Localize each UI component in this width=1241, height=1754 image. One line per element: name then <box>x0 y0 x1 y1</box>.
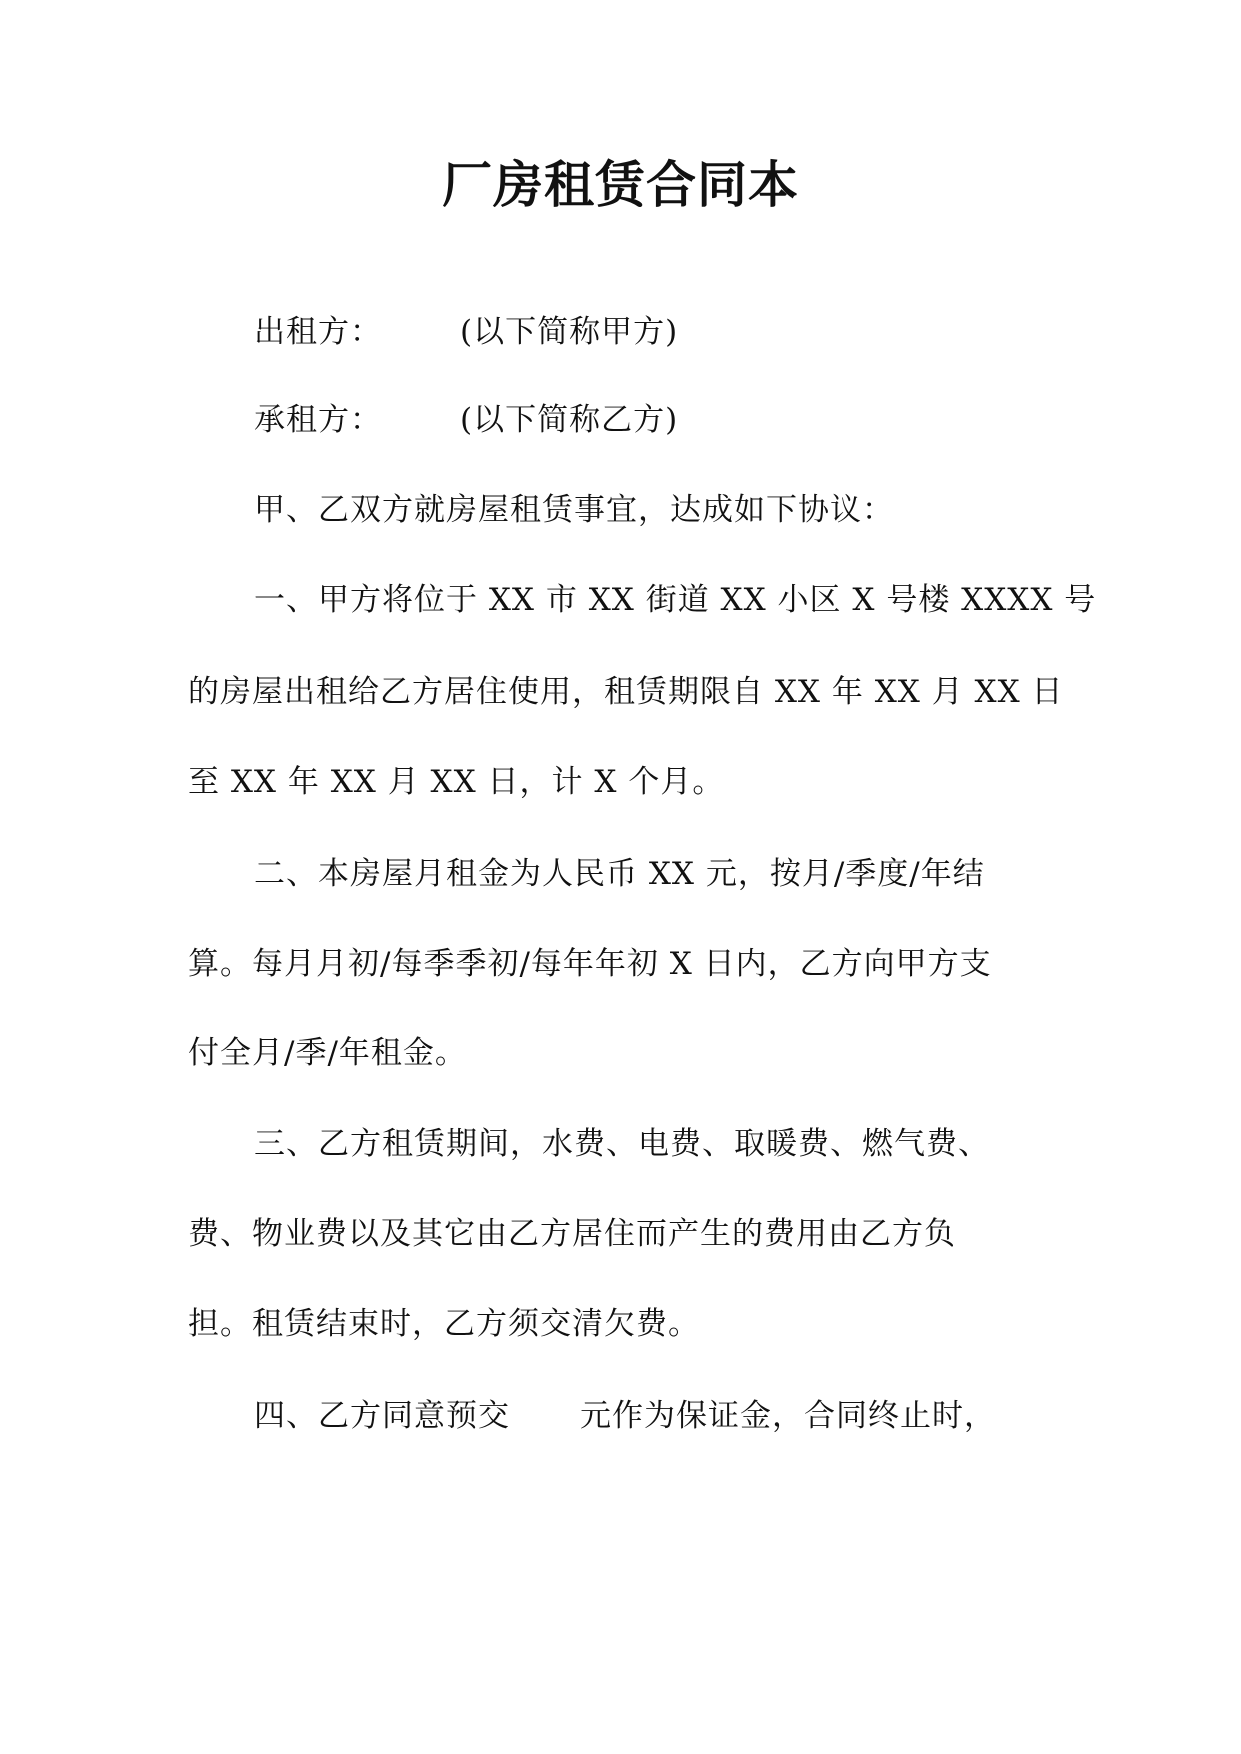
clause-1-line-2: 的房屋出租给乙方居住使用，租赁期限自 XX 年 XX 月 XX 日 <box>188 674 1064 710</box>
clause-4-part-1: 四、乙方同意预交 <box>254 1398 510 1434</box>
intro-paragraph: 甲、乙双方就房屋租赁事宜，达成如下协议： <box>254 492 894 528</box>
clause-3-line-1: 三、乙方租赁期间，水费、电费、取暖费、燃气费、 <box>254 1126 990 1162</box>
clause-1-line-3: 至 XX 年 XX 月 XX 日，计 X 个月。 <box>188 764 725 800</box>
document-title: 厂房租赁合同本 <box>442 155 799 214</box>
clause-4-part-2: 元作为保证金，合同终止时， <box>580 1398 996 1434</box>
clause-3-line-2: 费、物业费以及其它由乙方居住而产生的费用由乙方负 <box>188 1216 956 1252</box>
lessor-line <box>254 302 1068 362</box>
lessee-line <box>254 390 1068 450</box>
clause-3-line-3: 担。租赁结束时，乙方须交清欠费。 <box>188 1306 700 1342</box>
clause-2-line-1: 二、本房屋月租金为人民币 XX 元，按月/季度/年结 <box>254 856 985 892</box>
clause-1-line-1: 一、甲方将位于 XX 市 XX 街道 XX 小区 X 号楼 XXXX 号 <box>254 582 1097 618</box>
lessor-note: (以下简称甲方) <box>460 314 679 350</box>
lessee-label: 承租方： <box>254 402 382 438</box>
clause-4-line-1 <box>254 1386 1068 1446</box>
lessor-label: 出租方： <box>254 314 382 350</box>
clause-2-line-2: 算。每月月初/每季季初/每年年初 X 日内，乙方向甲方支 <box>188 946 992 982</box>
lessee-note: (以下简称乙方) <box>460 402 679 438</box>
clause-2-line-3: 付全月/季/年租金。 <box>188 1035 467 1071</box>
